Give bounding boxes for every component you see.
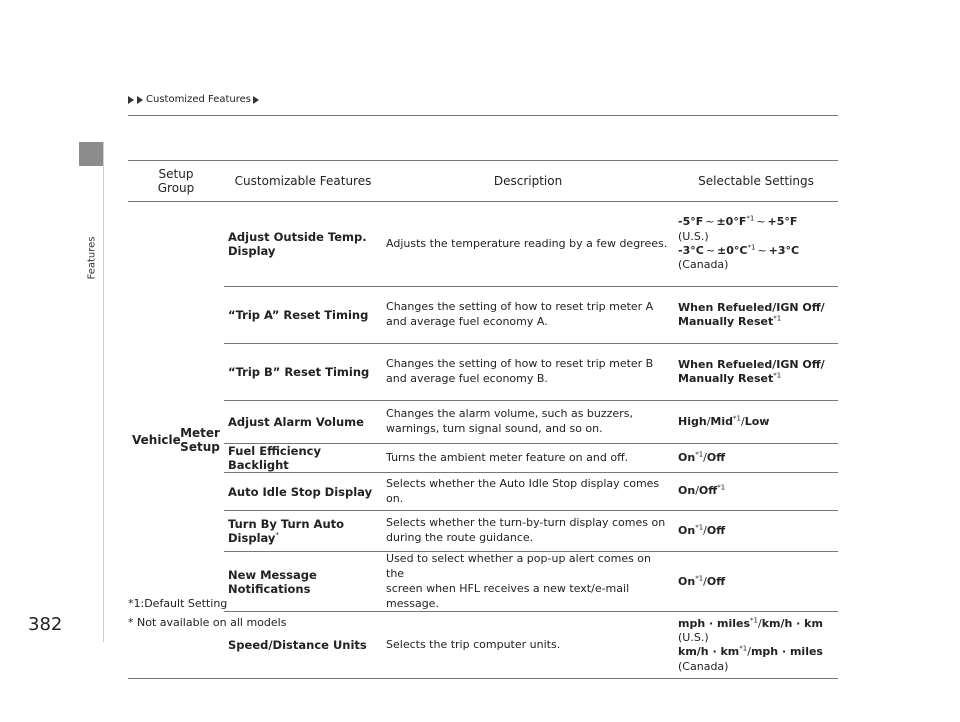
feature-name: “Trip B” Reset Timing [224, 344, 382, 401]
customizable-features-table [128, 160, 838, 679]
feature-settings: mph · miles$^{*1}$/km/h · km (U.S.) $km/h \cdot km^{*1}$/mph · miles (Canada) [674, 612, 838, 679]
header-description: Description [382, 161, 674, 202]
header-customizable-features: Customizable Features [224, 161, 382, 202]
feature-settings: When Refueled/IGN Off/ Manually Reset$^{*1}$ [674, 287, 838, 344]
header-rule [128, 115, 838, 116]
feature-settings: On$^{*1}$/Off [674, 552, 838, 612]
feature-name: New Message Notifications [224, 552, 382, 612]
feature-settings: On$^{*1}$/Off [674, 511, 838, 552]
page-number: 382 [28, 614, 63, 635]
feature-description: Adjusts the temperature reading by a few degrees. [382, 202, 674, 287]
table-row [128, 344, 838, 401]
feature-name: Adjust Outside Temp. Display [224, 202, 382, 287]
table-row [128, 287, 838, 344]
footnote-default-setting: *1:Default Setting [128, 597, 228, 610]
table-row [128, 473, 838, 511]
table-row [128, 444, 838, 473]
feature-description: Selects the trip computer units. [382, 612, 674, 679]
feature-description: Changes the setting of how to reset trip meter B and average fuel economy B. [382, 344, 674, 401]
feature-name: Adjust Alarm Volume [224, 401, 382, 444]
breadcrumb-arrow-icon [253, 96, 259, 104]
section-tab-label: Features [86, 236, 98, 280]
header-setup-group: Setup Group [128, 161, 224, 202]
feature-name: Speed/Distance Units [224, 612, 382, 679]
feature-description: Changes the alarm volume, such as buzzers, warnings, turn signal sound, and so on. [382, 401, 674, 444]
table-row [128, 202, 838, 287]
feature-settings: High/Mid$^{*1}$/Low [674, 401, 838, 444]
subgroup-meter-setup: Meter Setup [176, 202, 224, 679]
feature-description: Selects whether the Auto Idle Stop display comes on. [382, 473, 674, 511]
feature-description: Selects whether the turn-by-turn display comes on during the route guidance. [382, 511, 674, 552]
feature-description: Turns the ambient meter feature on and off. [382, 444, 674, 473]
feature-name: Fuel Efficiency Backlight [224, 444, 382, 473]
header-selectable-settings: Selectable Settings [674, 161, 838, 202]
not-available-mark: * [275, 531, 279, 540]
table-row [128, 511, 838, 552]
section-tab-marker [79, 142, 103, 166]
footnote-not-available: * Not available on all models [128, 616, 287, 629]
feature-settings: When Refueled/IGN Off/ Manually Reset$^{*1}$ [674, 344, 838, 401]
feature-name: Auto Idle Stop Display [224, 473, 382, 511]
breadcrumb-section[interactable]: Customized Features [146, 94, 252, 105]
feature-name: Turn By Turn Auto Display* [224, 511, 382, 552]
table-row [128, 401, 838, 444]
breadcrumb-arrow-icon [128, 96, 134, 104]
feature-settings: On/Off$^{*1}$ [674, 473, 838, 511]
group-vehicle: Vehicle [128, 202, 176, 679]
feature-description: Used to select whether a pop-up alert comes on the screen when HFL receives a new text/e-mail message. [382, 552, 674, 612]
breadcrumb-arrow-icon [137, 96, 143, 104]
feature-name: “Trip A” Reset Timing [224, 287, 382, 344]
feature-settings: -5°F ~ $\pm 0^\circ F^{*1}$ ~ +5°F (U.S.) -3°C ~ $\pm 0^\circ C^{*1}$ ~ +3°C (Canada) [674, 202, 838, 287]
feature-description: Changes the setting of how to reset trip meter A and average fuel economy A. [382, 287, 674, 344]
table-row [128, 552, 838, 612]
feature-settings: On$^{*1}$/Off [674, 444, 838, 473]
side-divider [103, 142, 104, 642]
breadcrumb [128, 94, 260, 105]
